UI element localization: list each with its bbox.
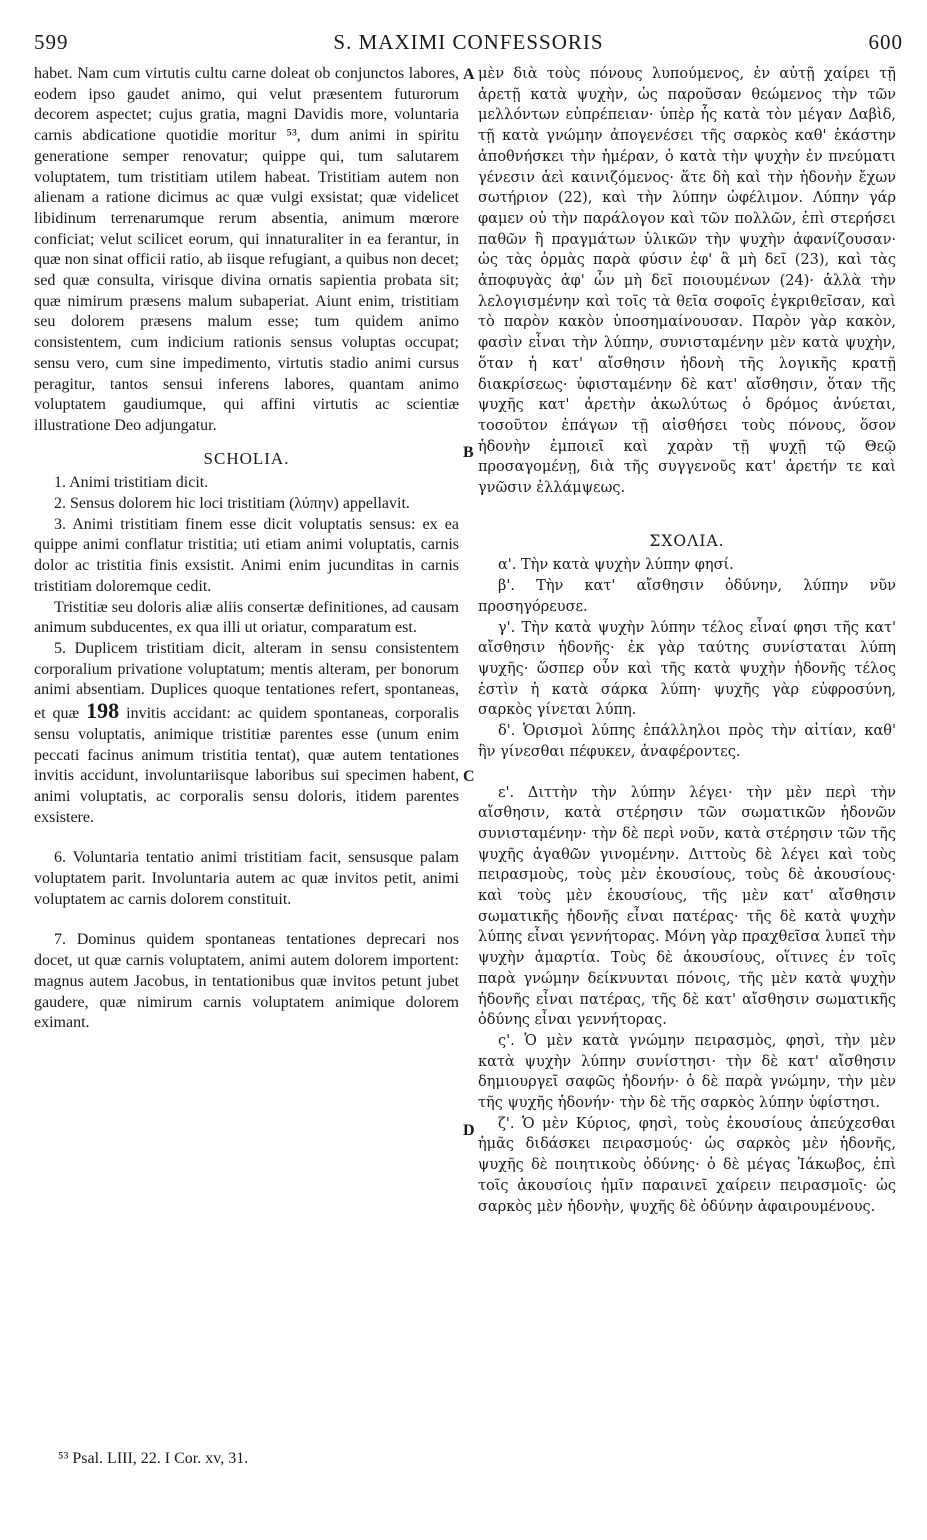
footnote: ⁵³ Psal. LIII, 22. I Cor. xv, 31. <box>58 1450 249 1467</box>
latin-scholion-5-part-a: 5. Duplicem tristitiam dicit, alteram in sensu consistentem corporalium privatione voluptatum; mentis alteram, per bonorum animi absentiam. Duplices quoque tentationes refert, spontaneas, et quæ <box>34 639 459 723</box>
greek-scholion-1: α'. Τὴν κατὰ ψυχὴν λύπην φησί. <box>498 557 734 574</box>
margin-marker-d: D <box>463 1122 475 1139</box>
latin-scholia-heading: SCHOLIA. <box>203 448 290 468</box>
greek-scholion-6: ς'. Ὁ μὲν κατὰ γνώμην πειρασμὸς, φησὶ, τὴν μὲν κατὰ ψυχὴν λύπην συνίστησι· τὴν δὲ κατ' αἴσθησιν δημιουργεῖ σαφῶς ἡδονήν· ὁ δὲ παρὰ γνώμην, τὴν μὲν τῆς ψυχῆς ἡδονήν· τὴν δὲ τῆς σαρκὸς λύπην ὑφίστησι. <box>478 1032 896 1112</box>
margin-marker-b: B <box>463 444 474 461</box>
margin-marker-a: A <box>463 66 475 83</box>
margin-marker-c: C <box>463 768 475 785</box>
page-number-left: 599 <box>34 30 69 54</box>
running-head <box>30 30 907 60</box>
latin-scholion-5-part-b: invitis accidant: ac quidem spontaneas, corporalis sensu voluptatis, animique tristitiæ parentes esse (unum enim peccati facinus animum tristitia tentat), quæ autem tentationes invitis accidunt, involuntariisque laboribus sui specimen habent, animi voluptatis, ac corporalis sensu doloris, itidem parentes exsistere. <box>34 705 460 826</box>
greek-scholion-7: ζ'. Ὁ μὲν Κύριος, φησὶ, τοὺς ἑκουσίους ἀπεύχεσθαι ἡμᾶς διδάσκει πειρασμούς· ὡς σαρκὸς μὲν ἡδονῆς, ψυχῆς δὲ ποιητικοὺς ὀδύνης· ὁ δὲ μέγας Ἰάκωβος, ἐπὶ τοῖς ἀκουσίοις ἡμῖν παραινεῖ χαίρειν πειρασμοῖς· ὡς σαρκὸς μὲν ἡδονὴν, ψυχῆς δὲ ὀδύνην ἀφαιρουμένους. <box>478 1115 896 1215</box>
page-number-right: 600 <box>868 30 903 54</box>
greek-scholion-4: δ'. Ὁρισμοὶ λύπης ἐπάλληλοι πρὸς τὴν αἰτίαν, καθ' ἣν γίνεσθαι πέφυκεν, ἀναφέροντες. <box>478 723 896 760</box>
column-number: 198 <box>86 698 120 724</box>
greek-main-text: μὲν διὰ τοὺς πόνους λυπούμενος, ἐν αὐτῇ χαίρει τῇ ἀρετῇ κατὰ ψυχὴν, ὡς παροῦσαν θεώμενος τὴν τῶν μελλόντων εὐπρέπειαν· ὑπὲρ ἧς κατὰ τὸν μέγαν Δαβὶδ, τῇ κατὰ γνώμην ἀπογενέσει τῆς σαρκὸς καθ' ἑκάστην ἀποθνήσκει τὴν ἡμέραν, ὁ κατὰ τὴν ψυχὴν ἐν πνεύματι γένεσιν ἀεὶ καινιζόμενος· ἅτε δὴ καὶ τὴν ἡδονὴν ἔχων σωτήριον (22), καὶ τὴν λύπην ὠφέλιμον. Λύπην γάρ φαμεν οὐ τὴν παράλογον καὶ τῶν πολλῶν, ἐπὶ στερήσει παθῶν ἢ πραγμάτων ὑλικῶν τὴν ψυχὴν ἀφανίζουσαν· ὡς τὰς ὁρμὰς παρὰ φύσιν ἐφ' ἃ μὴ δεῖ (23), καὶ τὰς ἀποφυγὰς ἀφ' ὧν μὴ δεῖ ποιουμένων (24)· ἀλλὰ τὴν λελογισμένην καὶ τοῖς τὰ θεῖα σοφοῖς ἐγκριθεῖσαν, καὶ τὸ παρὸν κακὸν ὑποσημαίνουσαν. Παρὸν γὰρ κακὸν, φασὶν εἶναι τὴν λύπην, συνισταμένην μὲν κατὰ ψυχὴν, ὅταν ἡ κατ' αἴσθησιν ἡδονὴ τῆς λογικῆς κρατῇ διακρίσεως· ὑφισταμένην δὲ κατ' αἴσθησιν, ὅταν τῆς ψυχῆς κατ' ἀρετὴν ἀκωλύτως ὁ δρόμος ἀνύεται, τοσοῦτον ἐπάγων τῇ αἰσθήσει τοὺς πόνους, ὅσον ἡδονὴν ἐμποιεῖ καὶ χαρὰν τῇ ψυχῇ τῷ Θεῷ προσαγομένῃ, διὰ τῆς συγγενοῦς κατ' ἀρετήν τε καὶ γνῶσιν ἐλλάμψεως. <box>478 66 896 497</box>
greek-scholion-3: γ'. Τὴν κατὰ ψυχὴν λύπην τέλος εἶναί φησι τῆς κατ' αἴσθησιν ἡδονῆς· ἐκ γὰρ ταύτης συνίσταται λύπη ψυχῆς· ὥσπερ οὖν καὶ τῆς κατὰ ψυχὴν ἡδονῆς τέλος ἐστὶν ἡ κατὰ σάρκα λύπη· ψυχῆς γὰρ εὐφροσύνη, σαρκὸς γίνεται λύπη. <box>478 619 896 719</box>
greek-scholion-2: β'. Τὴν κατ' αἴσθησιν ὀδύνην, λύπην νῦν προσηγόρευσε. <box>478 578 896 615</box>
latin-column <box>34 64 459 1034</box>
latin-scholion-6: 6. Voluntaria tentatio animi tristitiam facit, sensusque palam voluptatem parit. Involuntaria autem ac quæ invitos petit, animi voluptatem ac carnis dolorem constituit. <box>34 849 459 908</box>
latin-scholion-1: 1. Animi tristitiam dicit. <box>54 474 209 492</box>
greek-scholion-5: ε'. Διττὴν τὴν λύπην λέγει· τὴν μὲν περὶ τὴν αἴσθησιν, κατὰ στέρησιν τῶν σωματικῶν ἡδονῶν συνισταμένην· τὴν δὲ περὶ νοῦν, κατὰ στέρησιν τῶν τῆς ψυχῆς ἀγαθῶν γινομένην. Διττοὺς δὲ λέγει καὶ τοὺς πειρασμοὺς, τοὺς μὲν ἑκουσίους, τοὺς δὲ ἀκουσίους· καὶ τοὺς μὲν ἑκουσίους, τῆς μὲν κατ' αἴσθησιν σωματικῆς ἡδονῆς εἶναι πατέρας· τῆς δὲ κατὰ ψυχὴν λύπης εἶναι γεννήτορας. Μόνη γὰρ πραχθεῖσα λυπεῖ τὴν ψυχὴν ἁμαρτία. Τοὺς δὲ ἀκουσίους, οἵτινες ἐν τοῖς παρὰ γνώμην δείκνυνται πόνοις, τῆς μὲν κατὰ ψυχὴν ἡδονῆς εἶναι πατέρας, τῆς δὲ κατ' αἴσθησιν σωματικῆς ὀδύνης εἶναι γεννήτορας. <box>478 784 896 1029</box>
greek-column <box>478 64 896 1217</box>
latin-scholion-2: 2. Sensus dolorem hic loci tristitiam (λύπην) appellavit. <box>54 495 410 513</box>
page-title: S. MAXIMI CONFESSORIS <box>333 30 604 54</box>
latin-scholion-3: 3. Animi tristitiam finem esse dicit voluptatis sensus: ex ea quippe animi conflatur tristitia; uti etiam animi voluptatis, carnis dolor ac tristitia finis exsistit. Animi enim jucunditas in carnis tristitiam doloremque cedit. <box>34 515 459 595</box>
latin-scholion-4: Tristitiæ seu doloris aliæ aliis consertæ definitiones, ad causam animum subducentes, ex qua illi ut oriatur, comparatum est. <box>34 598 459 637</box>
latin-scholion-7: 7. Dominus quidem spontaneas tentationes deprecari nos docet, ut quæ carnis voluptatem, animi autem dolorem importent: magnus autem Jacobus, in tentationibus quæ invitos petunt jubet gaudere, quæ nimirum carnis voluptatem animique dolorem eximant. <box>34 931 459 1032</box>
latin-main-text: habet. Nam cum virtutis cultu carne doleat ob conjunctos labores, eodem ipso gaudet animo, qui velut præsentem futurorum decorem aspectet; cujus gratia, magni Davidis more, voluntaria carnis abdicatione quotidie moritur ⁵³, dum animi in spiritu generatione semper renovatur; quippe qui, tum salutarem voluptatem, tum tristitiam utilem habeat. Tristitiam autem non alienam a ratione dicimus ac quæ vulgi exsistat; quæ videlicet libidinum terrenarumque rerum absentia, animum mœrore conficiat; velut scilicet eorum, qui innaturaliter in ea ferantur, in quæ non sinat officii ratio, ab iisque refugiant, a quibus non decet; sed quæ consulta, virisque divina ornatis sapientia probata sit; quæ nimirum præsens malum subaperiat. Aiunt enim, tristitiam seu dolorem præsens malum esse; tum quidem animo consistentem, cum indicium rationis sensus voluptas occupat; sensu vero, cum sine impedimento, virtutis stadio animi cursus peragitur, tantos sensui inferens labores, quantam animo voluptatem gaudiumque, qui affini virtutis ac scientiæ illustratione Deo adjungatur. <box>34 65 459 434</box>
latin-scholion-5 <box>34 639 459 828</box>
greek-scholia-heading: ΣΧΟΛΙΑ. <box>649 531 725 550</box>
